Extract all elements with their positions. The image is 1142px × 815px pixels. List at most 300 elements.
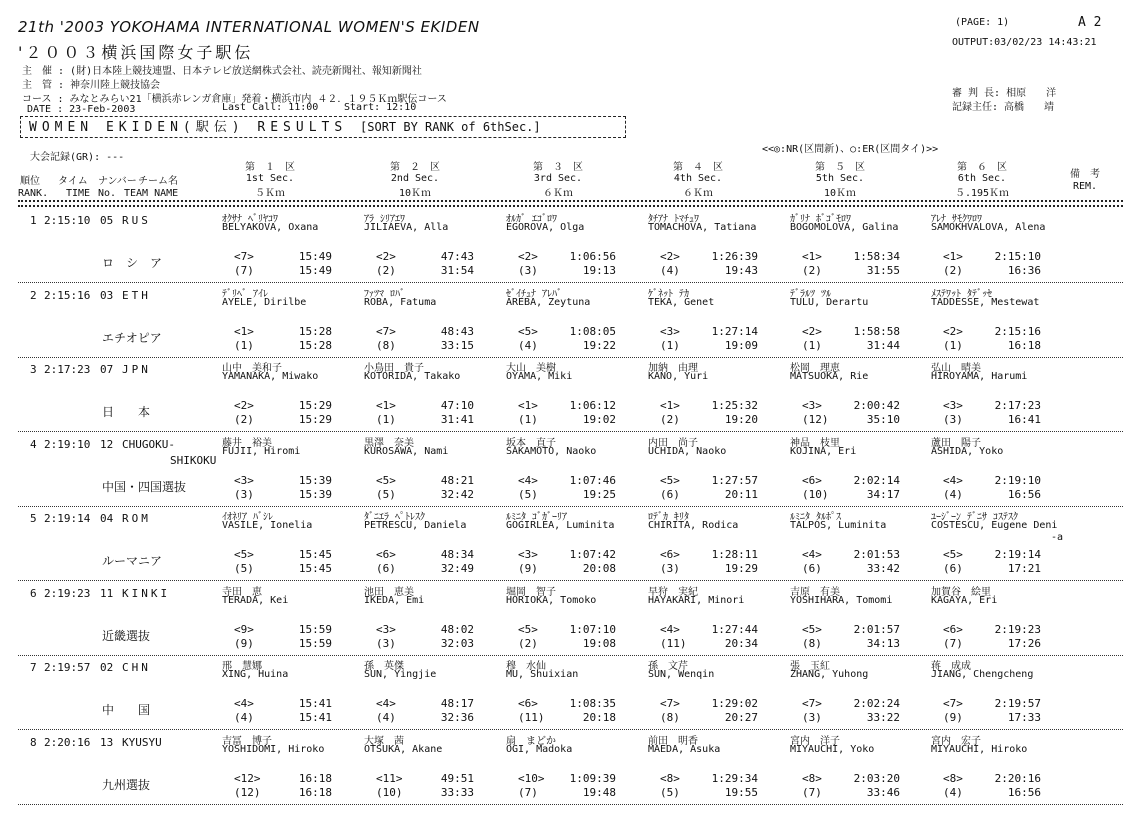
runner-name-jp: 孫 英傑: [364, 661, 404, 672]
runner-name-jp: ｶﾞﾘﾅ ﾎﾞｺﾞﾓﾛﾜ: [790, 214, 852, 225]
section-time: 33:15: [440, 338, 474, 352]
cumulative-rank: <5>: [234, 548, 254, 561]
cumulative-rank: <2>: [660, 250, 680, 263]
cumulative-time: 2:00:42: [853, 399, 900, 412]
cumulative-rank: <8>: [802, 771, 822, 785]
cumulative-time: 1:25:32: [711, 399, 758, 412]
section-time: 32:42: [440, 487, 474, 501]
runner-name-jp: 藤井 裕美: [222, 437, 272, 449]
team-time: 2:19:23: [44, 586, 91, 600]
team-time: 2:20:16: [44, 735, 91, 749]
team-time: 2:19:57: [44, 661, 91, 674]
cumulative-time: 48:43: [440, 324, 474, 338]
cumulative-time: 2:15:16: [994, 324, 1041, 338]
cumulative-rank: <6>: [518, 697, 538, 710]
runner-name: HAYAKARI, Minori: [648, 594, 745, 606]
runner-name: YAMANAKA, Miwako: [222, 371, 319, 382]
section-time: 19:20: [724, 413, 758, 426]
section-rank: (2): [518, 636, 538, 650]
runner-name: FUJII, Hiromi: [222, 445, 301, 457]
section-rank: (4): [943, 487, 963, 501]
section-jp: 第 ２ 区: [390, 162, 440, 173]
cumulative-time: 2:19:23: [994, 622, 1041, 636]
cumulative-time: 1:28:11: [711, 548, 758, 561]
section-rank: (4): [234, 711, 254, 724]
team-name: KYUSYU: [122, 735, 162, 749]
cumulative-time: 15:41: [298, 697, 332, 710]
section-time: 33:42: [866, 562, 900, 575]
section-rank: (12): [802, 413, 829, 426]
cumulative-rank: <1>: [376, 399, 396, 412]
output-timestamp: OUTPUT:03/02/23 14:43:21: [952, 37, 1097, 48]
team-name-line2: SHIKOKU: [170, 453, 217, 467]
cumulative-rank: <4>: [943, 473, 963, 487]
runner-name-jp: 蒋 成成: [931, 661, 971, 672]
cumulative-rank: <3>: [802, 399, 822, 412]
runner-name-jp: 池田 恵美: [364, 586, 414, 598]
section-time: 19:13: [582, 264, 616, 277]
team-number: 07: [100, 363, 114, 376]
section-time: 31:55: [866, 264, 900, 277]
section-en: 2nd Sec.: [390, 173, 440, 184]
team-rank: 3: [30, 363, 37, 376]
section-1-header: [200, 158, 340, 199]
runner-name: KANO, Yuri: [648, 371, 709, 382]
cumulative-time: 1:26:39: [711, 250, 758, 263]
section-jp: 第 ３ 区: [533, 162, 583, 173]
runner-name-jp: 加賀谷 絵里: [931, 586, 991, 598]
runner-name: YOSHIHARA, Tomomi: [790, 594, 893, 606]
referee: 審 判 長: 相原 洋: [952, 88, 1057, 99]
runner-name: MATSUOKA, Rie: [790, 371, 869, 382]
cumulative-rank: <5>: [660, 473, 680, 487]
cumulative-time: 1:08:05: [569, 324, 616, 338]
section-en: 4th Sec.: [673, 173, 723, 184]
cumulative-rank: <3>: [518, 548, 538, 561]
runner-name: TALPOS, Luminita: [790, 520, 887, 531]
cumulative-rank: <6>: [802, 473, 822, 487]
runner-name-jp: 弘山 晴美: [931, 363, 981, 374]
section-time: 31:54: [440, 264, 474, 277]
cumulative-time: 15:49: [298, 250, 332, 263]
team-rank: 5: [30, 512, 37, 525]
cumulative-rank: <2>: [943, 324, 963, 338]
team-number: 12: [100, 437, 114, 451]
team-time: 2:15:16: [44, 288, 91, 302]
runner-name-jp: 穆 水仙: [506, 661, 546, 672]
section-rank: (8): [660, 711, 680, 724]
runner-name: MU, Shuixian: [506, 669, 579, 680]
section-time: 33:33: [440, 785, 474, 799]
cumulative-rank: <3>: [376, 622, 396, 636]
runner-name-jp: ﾀﾞﾆｴﾗ ﾍﾟﾄﾚｽｸ: [364, 512, 426, 523]
cumulative-time: 2:19:14: [994, 548, 1041, 561]
cumulative-rank: <5>: [518, 622, 538, 636]
section-rank: (2): [660, 413, 680, 426]
section-rank: (5): [376, 487, 396, 501]
team-name-jp: 中国・四国選抜: [102, 479, 187, 494]
runner-name: VASILE, Ionelia: [222, 520, 313, 531]
team-number: 04: [100, 512, 114, 525]
cumulative-time: 1:07:10: [569, 622, 616, 636]
section-rank: (1): [802, 338, 822, 352]
cumulative-time: 48:34: [440, 548, 474, 561]
section-time: 16:56: [1007, 785, 1041, 799]
section-rank: (1): [660, 338, 680, 352]
runner-name: BELYAKOVA, Oxana: [222, 222, 319, 233]
runner-name-jp: ﾛﾃﾞｶ ｷﾘﾀ: [648, 512, 690, 523]
section-rank: (3): [518, 264, 538, 277]
section-time: 19:22: [582, 338, 616, 352]
section-rank: (12): [234, 785, 261, 799]
cumulative-rank: <5>: [802, 622, 822, 636]
cumulative-rank: <5>: [376, 473, 396, 487]
team-number: 11: [100, 586, 114, 600]
runner-name: KUROSAWA, Nami: [364, 445, 449, 457]
cumulative-rank: <5>: [943, 548, 963, 561]
team-name: ETH: [122, 288, 151, 302]
runner-name-jp: 黒澤 奈美: [364, 437, 414, 449]
section-time: 32:03: [440, 636, 474, 650]
section-rank: (10): [376, 785, 403, 799]
team-rank: 1: [30, 214, 37, 227]
runner-name-cont: -a: [1051, 532, 1064, 543]
section-time: 16:18: [1007, 338, 1041, 352]
runner-name-jp: ｹﾞﾈｯﾄ ﾃｶ: [648, 288, 690, 300]
col-rem-jp: 備 考: [1070, 169, 1100, 180]
runner-name: ZHANG, Yuhong: [790, 669, 869, 680]
cumulative-rank: <4>: [660, 622, 680, 636]
runner-name: OYAMA, Miki: [506, 371, 573, 382]
row-divider: [18, 729, 1123, 730]
runner-name: JIANG, Chengcheng: [931, 669, 1034, 680]
team-name-jp: 近畿選抜: [102, 628, 151, 643]
section-time: 20:18: [582, 711, 616, 724]
row-divider: [18, 282, 1123, 283]
cumulative-time: 15:59: [298, 622, 332, 636]
section-rank: (4): [660, 264, 680, 277]
section-time: 16:41: [1007, 413, 1041, 426]
section-rank: (6): [802, 562, 822, 575]
cumulative-rank: <6>: [660, 548, 680, 561]
cumulative-time: 1:27:44: [711, 622, 758, 636]
cumulative-time: 48:17: [440, 697, 474, 710]
row-divider: [18, 580, 1123, 581]
section-rank: (2): [802, 264, 822, 277]
cumulative-rank: <6>: [943, 622, 963, 636]
section-6-header: [912, 158, 1052, 199]
section-jp: 第 １ 区: [245, 162, 295, 173]
team-name-jp: ロ シ ア: [102, 256, 163, 270]
section-time: 16:36: [1007, 264, 1041, 277]
cumulative-rank: <3>: [234, 473, 254, 487]
runner-name: TADDESSE, Mestewat: [931, 296, 1040, 308]
section-jp: 第 ６ 区: [957, 162, 1007, 173]
section-rank: (7): [943, 636, 963, 650]
section-dist: 10Ｋｍ: [398, 188, 432, 199]
cumulative-rank: <1>: [660, 399, 680, 412]
section-time: 15:29: [298, 413, 332, 426]
team-time: 2:15:10: [44, 214, 91, 227]
section-time: 19:25: [582, 487, 616, 501]
cumulative-time: 1:07:46: [569, 473, 616, 487]
cumulative-time: 48:02: [440, 622, 474, 636]
cumulative-rank: <7>: [660, 697, 680, 710]
section-rank: (3): [943, 413, 963, 426]
runner-name-jp: 張 玉紅: [790, 661, 830, 672]
cumulative-rank: <5>: [518, 324, 538, 338]
team-name: KINKI: [122, 586, 171, 600]
section-time: 16:56: [1007, 487, 1041, 501]
team-name-jp: 中 国: [102, 703, 151, 717]
cumulative-rank: <2>: [518, 250, 538, 263]
cumulative-rank: <7>: [376, 324, 396, 338]
runner-name-jp: 坂本 直子: [506, 437, 556, 449]
runner-name-jp: 大塚 茜: [364, 735, 404, 747]
section-time: 15:39: [298, 487, 332, 501]
cumulative-time: 1:27:14: [711, 324, 758, 338]
section-rank: (6): [660, 487, 680, 501]
cumulative-rank: <9>: [234, 622, 254, 636]
cumulative-rank: <10>: [518, 771, 545, 785]
section-5-header: [770, 158, 910, 199]
section-rank: (11): [518, 711, 545, 724]
section-dist: 10Ｋｍ: [823, 188, 857, 199]
runner-name: MAEDA, Asuka: [648, 743, 721, 755]
section-time: 34:17: [866, 487, 900, 501]
section-rank: (4): [518, 338, 538, 352]
team-name: JPN: [122, 363, 151, 376]
cumulative-time: 49:51: [440, 771, 474, 785]
cumulative-rank: <4>: [234, 697, 254, 710]
cumulative-rank: <4>: [802, 548, 822, 561]
cumulative-rank: <7>: [802, 697, 822, 710]
runner-name: SUN, Yingjie: [364, 669, 437, 680]
section-time: 31:44: [866, 338, 900, 352]
cumulative-time: 1:58:58: [853, 324, 900, 338]
cumulative-time: 2:17:23: [994, 399, 1041, 412]
runner-name: TERADA, Kei: [222, 594, 289, 606]
runner-name: UCHIDA, Naoko: [648, 445, 727, 457]
cumulative-rank: <1>: [518, 399, 538, 412]
cumulative-time: 1:08:35: [569, 697, 616, 710]
section-en: 5th Sec.: [815, 173, 865, 184]
team-number: 02: [100, 661, 114, 674]
runner-name-jp: 蘆田 陽子: [931, 437, 981, 449]
section-rank: (5): [518, 487, 538, 501]
row-divider: [18, 431, 1123, 432]
runner-name-jp: 小鳥田 貴子: [364, 363, 424, 374]
section-time: 20:08: [582, 562, 616, 575]
cumulative-time: 1:09:39: [569, 771, 616, 785]
runner-name: XING, Huina: [222, 669, 289, 680]
runner-name: IKEDA, Emi: [364, 594, 425, 606]
runner-name-jp: 孫 文芹: [648, 661, 688, 672]
runner-name: OTSUKA, Akane: [364, 743, 443, 755]
cumulative-rank: <3>: [943, 399, 963, 412]
cumulative-rank: <8>: [660, 771, 680, 785]
cumulative-time: 1:58:34: [853, 250, 900, 263]
runner-name: KOTORIDA, Takako: [364, 371, 461, 382]
team-number: 13: [100, 735, 114, 749]
section-rank: (5): [660, 785, 680, 799]
section-time: 15:41: [298, 711, 332, 724]
cumulative-time: 48:21: [440, 473, 474, 487]
section-dist: ６Ｋｍ: [543, 188, 573, 199]
col-time: TIME: [66, 188, 91, 199]
runner-name: ASHIDA, Yoko: [931, 445, 1004, 457]
runner-name-jp: ｾﾞｲﾁｭﾅ ｱﾚﾊﾞ: [506, 288, 563, 300]
cumulative-time: 1:27:57: [711, 473, 758, 487]
section-dist: ６Ｋｍ: [683, 188, 713, 199]
section-rank: (8): [802, 636, 822, 650]
runner-name: SUN, Wenqin: [648, 669, 715, 680]
section-rank: (2): [376, 264, 396, 277]
section-time: 19:48: [582, 785, 616, 799]
section-time: 31:41: [440, 413, 474, 426]
section-rank: (2): [234, 413, 254, 426]
section-time: 20:11: [724, 487, 758, 501]
team-name-jp: 九州選抜: [102, 777, 151, 792]
runner-name-jp: ﾕｰｼﾞｰﾝ ﾃﾞﾆｻ ｺｽﾃｽｸ: [931, 512, 1019, 523]
team-time: 2:19:10: [44, 437, 91, 451]
runner-name: BOGOMOLOVA, Galina: [790, 222, 899, 233]
section-rank: (3): [802, 711, 822, 724]
team-time: 2:17:23: [44, 363, 91, 376]
runner-name-jp: 前田 明香: [648, 735, 698, 747]
manager: 主 管 : 神奈川陸上競技協会: [22, 80, 161, 91]
section-rank: (11): [660, 636, 687, 650]
section-rank: (3): [376, 636, 396, 650]
cumulative-time: 15:29: [298, 399, 332, 412]
cumulative-rank: <3>: [660, 324, 680, 338]
cumulative-rank: <2>: [234, 399, 254, 412]
section-time: 15:28: [298, 338, 332, 352]
runner-name-jp: 松岡 理恵: [790, 363, 840, 374]
section-rank: (6): [376, 562, 396, 575]
section-rank: (6): [943, 562, 963, 575]
row-divider: [18, 655, 1123, 656]
section-time: 20:34: [724, 636, 758, 650]
date: DATE : 23-Feb-2003: [27, 104, 136, 115]
runner-name-jp: ﾃﾞﾘﾍﾞ ｱｲﾚ: [222, 288, 269, 300]
section-time: 19:02: [582, 413, 616, 426]
runner-name: EGOROVA, Olga: [506, 222, 585, 233]
runner-name: JILIAEVA, Alla: [364, 222, 449, 233]
section-en: 3rd Sec.: [533, 173, 583, 184]
title-en: 21th '2003 YOKOHAMA INTERNATIONAL WOMEN'S EKIDEN: [18, 18, 480, 36]
runner-name-jp: ﾙﾐﾆﾀ ｺﾞｶﾞｰﾘｱ: [506, 512, 568, 523]
section-time: 19:08: [582, 636, 616, 650]
runner-name-jp: ｵﾙｶﾞ ｴｺﾞﾛﾜ: [506, 214, 558, 225]
col-rank: RANK.: [18, 188, 49, 199]
section-rank: (10): [802, 487, 829, 501]
section-jp: 第 ５ 区: [815, 162, 865, 173]
section-rank: (9): [943, 711, 963, 724]
runner-name-jp: 宮内 洋子: [790, 735, 840, 747]
cumulative-rank: <7>: [234, 250, 254, 263]
page-number: (PAGE: 1): [955, 17, 1010, 28]
section-time: 32:49: [440, 562, 474, 575]
runner-name: HORIOKA, Tomoko: [506, 594, 597, 606]
cumulative-rank: <4>: [518, 473, 538, 487]
cumulative-time: 1:07:42: [569, 548, 616, 561]
runner-name-jp: ｵｸｻﾅ ﾍﾞﾘﾔｺﾜ: [222, 214, 279, 225]
section-time: 19:43: [724, 264, 758, 277]
runner-name: TEKA, Genet: [648, 296, 715, 308]
section-2-header: [345, 158, 485, 199]
course: コース : みなとみらい21「横浜赤レンガ倉庫」発着・横浜市内 ４２．１９５Ｋｍ駅伝コース: [22, 94, 447, 105]
last-call: Last Call: 11:00: [222, 102, 319, 113]
runner-name-jp: ﾌｧﾂﾏ ﾛﾊﾞ: [364, 288, 406, 300]
team-name: RUS: [122, 214, 151, 227]
cumulative-rank: <1>: [802, 250, 822, 263]
runner-name: AREBA, Zeytuna: [506, 296, 591, 308]
col-rank-jp: 順位: [20, 176, 40, 187]
cumulative-time: 2:02:14: [853, 473, 900, 487]
cumulative-time: 1:06:56: [569, 250, 616, 263]
results-label: WOMEN EKIDEN(駅伝) RESULTS: [29, 120, 348, 135]
team-rank: 7: [30, 661, 37, 674]
runner-name: MIYAUCHI, Hiroko: [931, 743, 1028, 755]
runner-name: GOGIRLEA, Luminita: [506, 520, 615, 531]
section-time: 15:49: [298, 264, 332, 277]
record-legend: <<◎:NR(区間新)、○:ER(区間タイ)>>: [762, 144, 939, 155]
section-rank: (8): [376, 338, 396, 352]
section-time: 19:09: [724, 338, 758, 352]
cumulative-time: 16:18: [298, 771, 332, 785]
team-name-jp: 日 本: [102, 405, 151, 419]
cumulative-time: 15:39: [298, 473, 332, 487]
sort-label: [SORT BY RANK of 6thSec.]: [360, 120, 541, 134]
section-en: 1st Sec.: [245, 173, 295, 184]
team-rank: 8: [30, 735, 37, 749]
runner-name: KAGAYA, Eri: [931, 594, 998, 606]
section-en: 6th Sec.: [957, 173, 1007, 184]
section-rank: (4): [943, 785, 963, 799]
section-rank: (7): [518, 785, 538, 799]
row-divider: [18, 357, 1123, 358]
row-divider: [18, 804, 1123, 805]
section-rank: (5): [234, 562, 254, 575]
cumulative-time: 1:29:02: [711, 697, 758, 710]
runner-name: YOSHIDOMI, Hiroko: [222, 743, 325, 755]
page-code: A 2: [1078, 15, 1102, 30]
runner-name: TOMACHOVA, Tatiana: [648, 222, 757, 233]
runner-name: COSTESCU, Eugene Deni: [931, 520, 1058, 531]
section-time: 17:33: [1007, 711, 1041, 724]
runner-name-jp: ﾙﾐﾆﾀ ﾀﾙﾎﾟｽ: [790, 512, 842, 523]
team-number: 05: [100, 214, 114, 227]
runner-name: TULU, Derartu: [790, 296, 869, 308]
team-rank: 4: [30, 437, 37, 451]
team-name-jp: エチオピア: [102, 330, 162, 345]
runner-name-jp: 内田 尚子: [648, 437, 698, 449]
cumulative-time: 2:02:24: [853, 697, 900, 710]
section-rank: (9): [234, 636, 254, 650]
section-time: 20:27: [724, 711, 758, 724]
runner-name: SAKAMOTO, Naoko: [506, 445, 597, 457]
section-rank: (2): [943, 264, 963, 277]
section-time: 19:29: [724, 562, 758, 575]
section-rank: (1): [376, 413, 396, 426]
section-time: 33:22: [866, 711, 900, 724]
title-jp: '２００３横浜国際女子駅伝: [18, 43, 254, 62]
section-time: 19:55: [724, 785, 758, 799]
runner-name-jp: ｱﾗ ｼﾘｱｴﾜ: [364, 214, 406, 225]
section-time: 34:13: [866, 636, 900, 650]
cumulative-time: 15:45: [298, 548, 332, 561]
